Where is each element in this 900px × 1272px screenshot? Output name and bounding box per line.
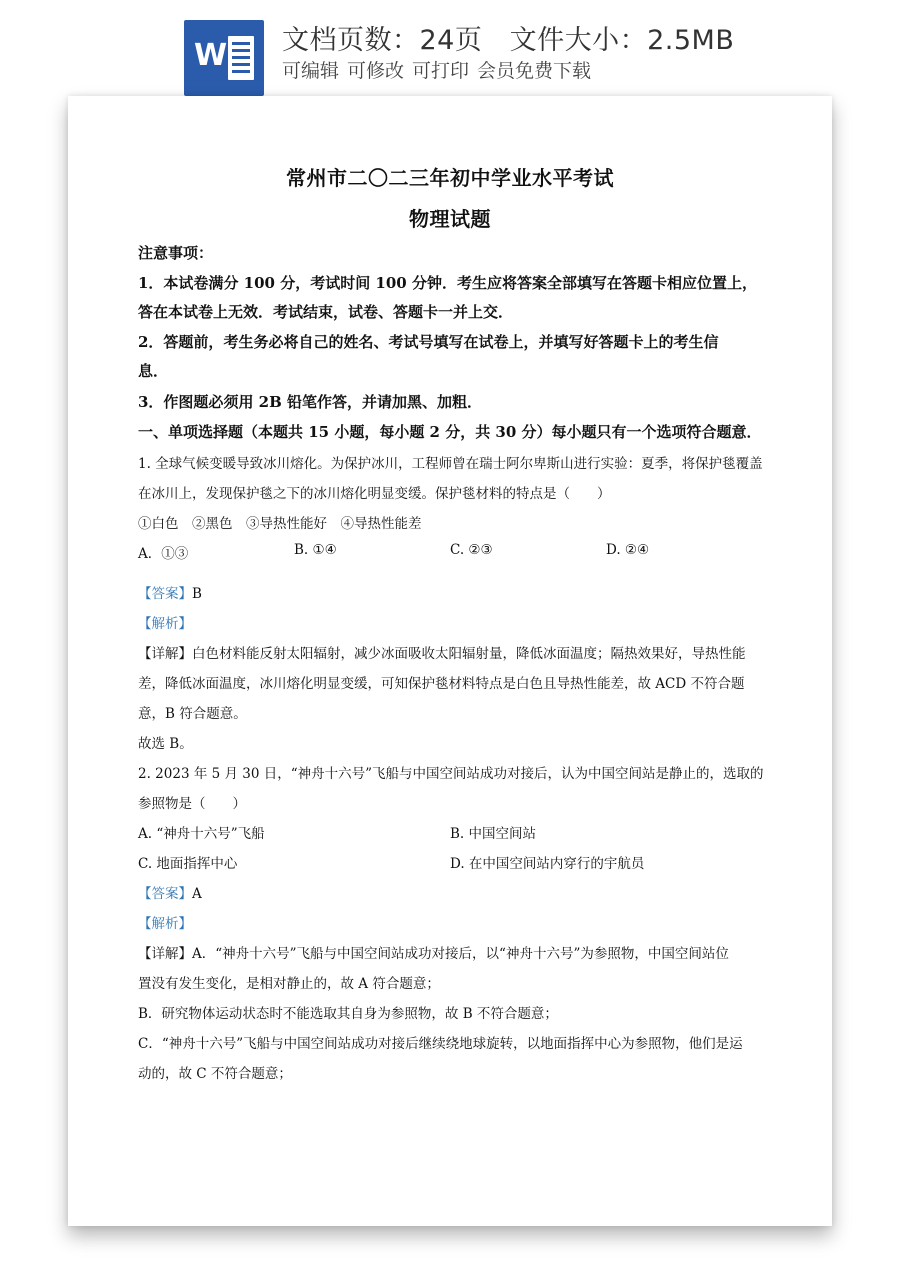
q1-option-b: B. ①④ [294,542,337,558]
section-heading: 一、单项选择题（本题共 15 小题，每小题 2 分，共 30 分）每小题只有一个选项符合题意． [138,423,762,441]
feature-modifiable: 可修改 [347,60,405,82]
q1-detail-line-3: 意，B 符合题意。 [138,706,247,722]
q1-answer-tag: 【答案】 [138,586,192,602]
document-lines-icon [228,36,254,80]
q2-option-c: C. 地面指挥中心 [138,856,238,872]
q2-answer-tag: 【答案】 [138,886,192,902]
q1-detail-tag: 【详解】 [138,646,192,662]
q1-option-c: C. ②③ [450,542,493,558]
q1-detail-line-2: 差，降低冰面温度，冰川熔化明显变缓，可知保护毯材料特点是白色且导热性能差，故 ACD 不符合题 [138,676,745,692]
feature-editable: 可编辑 [282,60,340,82]
file-info-banner [0,0,900,96]
q1-detail-line-1 [138,642,778,662]
q2-answer [138,882,778,902]
q1-option-a: A．①③ [138,546,189,562]
q1-answer-value: B [192,586,202,602]
q1-detail-text-1: 白色材料能反射太阳辐射，减少冰面吸收太阳辐射量，降低冰面温度；隔热效果好，导热性能 [192,646,746,662]
q2-detail-line-3: B．研究物体运动状态时不能选取其自身为参照物，故 B 不符合题意； [138,1006,558,1022]
q2-detail-text-1: A．“神舟十六号”飞船与中国空间站成功对接后，以“神舟十六号”为参照物，中国空间站位 [192,946,729,962]
feature-member-download: 会员免费下载 [477,60,592,82]
q2-detail-line-5: 动的，故 C 不符合题意； [138,1066,292,1082]
q2-text-line-1: 2. 2023 年 5 月 30 日，“神舟十六号”飞船与中国空间站成功对接后，认为中国空间站是静止的，选取的 [138,766,764,782]
q2-detail-tag: 【详解】 [138,946,192,962]
q2-detail-line-4: C．“神舟十六号”飞船与中国空间站成功对接后继续绕地球旋转，以地面指挥中心为参照物，他们是运 [138,1036,743,1052]
feature-list [282,56,599,83]
word-document-icon [184,20,264,96]
feature-printable: 可打印 [412,60,470,82]
notice-heading: 注意事项： [138,244,214,262]
notice-3: 3．作图题必须用 2B 铅笔作答，并请加黑、加粗． [138,393,482,411]
file-size: 文件大小：2.5MB [509,25,735,56]
q1-option-d: D. ②④ [606,542,650,558]
q2-analysis-tag: 【解析】 [138,916,192,932]
q2-text-line-2: 参照物是（ ） [138,796,246,812]
word-icon-letter: W [194,38,228,73]
q1-text-line-1: 1. 全球气候变暖导致冰川熔化。为保护冰川，工程师曾在瑞士阿尔卑斯山进行实验：夏季，将保护毯覆盖 [138,456,763,472]
q1-items: ①白色 ②黑色 ③导热性能好 ④导热性能差 [138,516,422,532]
notice-2-line-2: 息． [138,362,169,380]
q1-analysis-tag: 【解析】 [138,616,192,632]
q2-answer-value: A [192,886,202,902]
q2-option-d: D. 在中国空间站内穿行的宇航员 [450,856,645,872]
notice-2-line-1: 2．答题前，考生务必将自己的姓名、考试号填写在试卷上，并填写好答题卡上的考生信 [138,333,719,351]
q2-option-a: A. “神舟十六号”飞船 [138,826,265,842]
q2-detail-line-2: 置没有发生变化，是相对静止的，故 A 符合题意； [138,976,440,992]
q2-option-b: B. 中国空间站 [450,826,537,842]
notice-1-line-1: 1．本试卷满分 100 分，考试时间 100 分钟．考生应将答案全部填写在答题卡相应位置上， [138,274,757,292]
q1-answer [138,582,778,602]
q1-conclusion: 故选 B。 [138,736,193,752]
q1-text-line-2: 在冰川上，发现保护毯之下的冰川熔化明显变缓。保护毯材料的特点是（ ） [138,486,611,502]
exam-title: 常州市二〇二三年初中学业水平考试 [286,166,614,190]
document-page [68,96,832,1226]
q2-detail-line-1 [138,942,778,962]
notice-1-line-2: 答在本试卷上无效．考试结束，试卷、答题卡一并上交． [138,303,514,321]
page-count: 文档页数：24页 [282,25,483,56]
file-stats [282,18,734,57]
exam-subtitle: 物理试题 [409,207,491,231]
